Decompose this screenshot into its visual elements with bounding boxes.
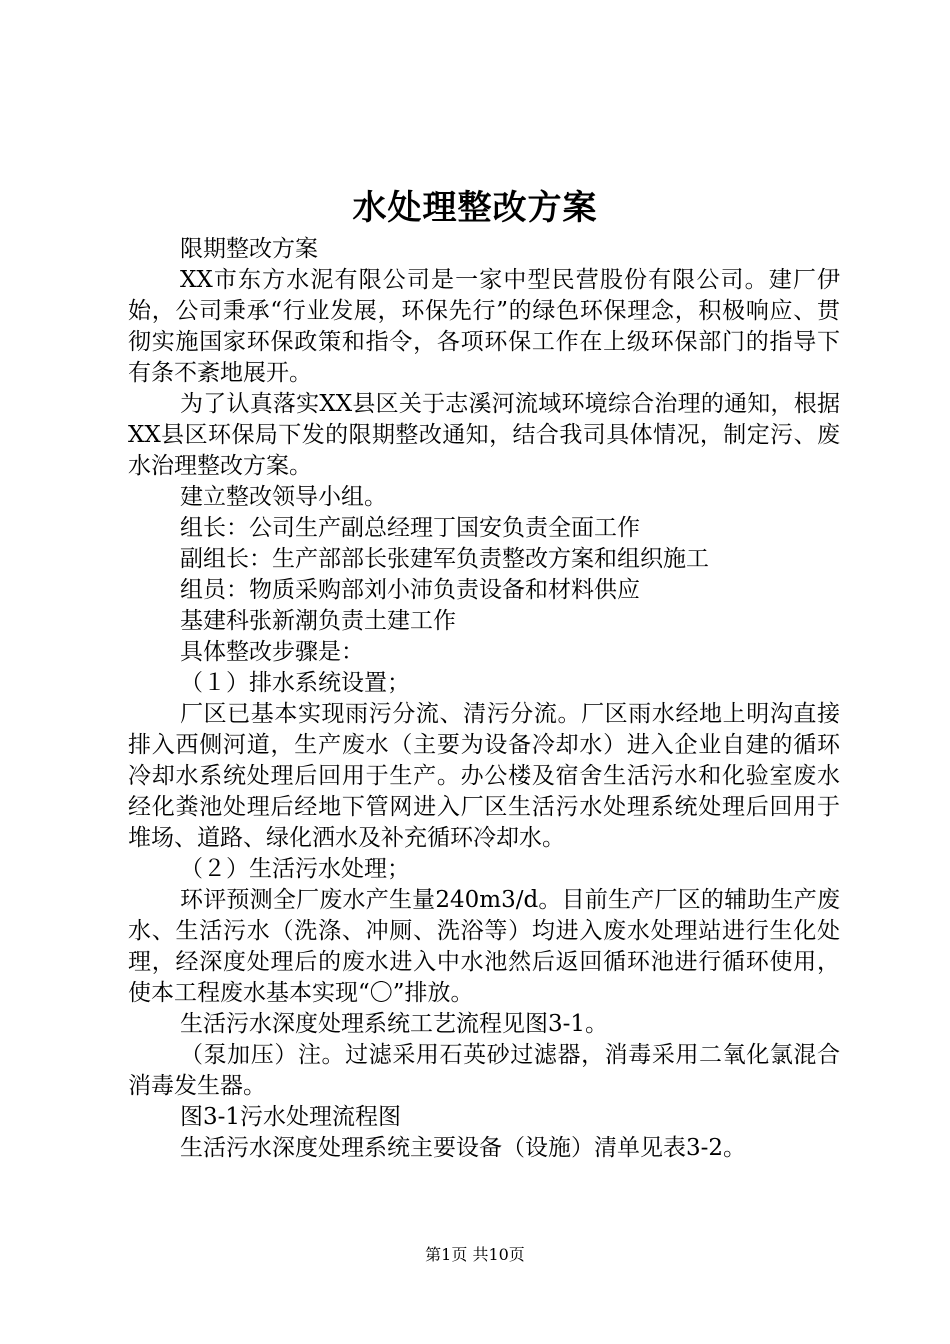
document-title: 水处理整改方案 <box>352 188 598 228</box>
paragraph-step-1: （１）排水系统设置； <box>180 670 410 696</box>
paragraph-member-civil: 基建科张新潮负责土建工作 <box>180 608 456 634</box>
paragraph-sewage: 环评预测全厂废水产生量240m3/d。目前生产厂区的辅助生产废水、生活污水（洗涤、冲厕、洗浴等）均进入废水处理站进行生化处理，经深度处理后的废水进入中水池然后返回循环池进行循环使用，使本工程废水基本实现“〇”排放。 <box>128 887 840 1006</box>
paragraph-flow-ref: 生活污水深度处理系统工艺流程见图3-1。 <box>180 1011 609 1037</box>
paragraph-leadership: 建立整改领导小组。 <box>180 484 387 510</box>
paragraph-equipment-ref: 生活污水深度处理系统主要设备（设施）清单见表3-2。 <box>180 1135 747 1161</box>
paragraph-leader: 组长：公司生产副总经理丁国安负责全面工作 <box>180 515 640 541</box>
paragraph-filter: （泵加压）注。过滤采用石英砂过滤器，消毒采用二氧化氯混合消毒发生器。 <box>128 1042 840 1099</box>
paragraph-figure-caption: 图3-1污水处理流程图 <box>180 1104 402 1130</box>
paragraph-steps: 具体整改步骤是： <box>180 639 364 665</box>
paragraph-drainage: 厂区已基本实现雨污分流、清污分流。厂区雨水经地上明沟直接排入西侧河道，生产废水（主要为设备冷却水）进入企业自建的循环冷却水系统处理后回用于生产。办公楼及宿舍生活污水和化验室废水经化粪池处理后经地下管网进入厂区生活污水处理系统处理后回用于堆场、道路、绿化洒水及补充循环冷却水。 <box>128 701 840 851</box>
document-body <box>128 234 840 1164</box>
paragraph-member: 组员：物质采购部刘小沛负责设备和材料供应 <box>180 577 640 603</box>
paragraph-deputy-leader: 副组长：生产部部长张建军负责整改方案和组织施工 <box>180 546 709 572</box>
paragraph-purpose: 为了认真落实XX县区关于志溪河流域环境综合治理的通知，根据XX县区环保局下发的限期整改通知，结合我司具体情况，制定污、废水治理整改方案。 <box>128 391 840 479</box>
page-footer: 第1页 共10页 <box>425 1245 525 1264</box>
paragraph-step-2: （２）生活污水处理； <box>180 856 410 882</box>
paragraph-intro: XX市东方水泥有限公司是一家中型民营股份有限公司。建厂伊始，公司秉承“行业发展，环保先行”的绿色环保理念，积极响应、贯彻实施国家环保政策和指令，各项环保工作在上级环保部门的指导下有条不紊地展开。 <box>128 267 840 386</box>
paragraph-heading: 限期整改方案 <box>180 236 318 262</box>
